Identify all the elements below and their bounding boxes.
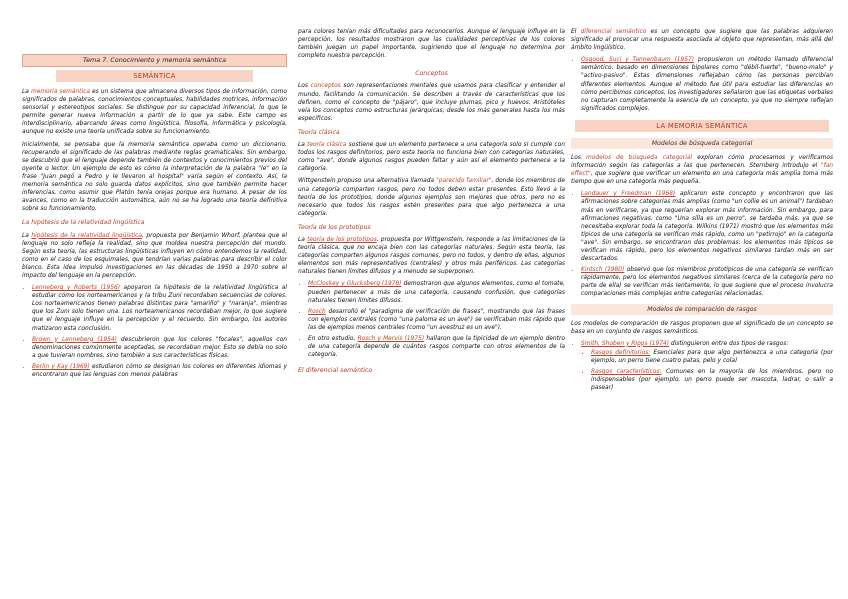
paragraph-continuation: para colores tenían más dificultades para reconocerlos. Aunque el lenguaje influye en la percepción, los resultados mostraron que las cualidades perceptivas de los colores también juegan un papel importante, sugiriendo que el lenguaje no determina por completo nuestra percepción.: [298, 29, 565, 60]
list-item: • McCloskey y Glucksberg (1978) demostraron que algunos elementos, como el tomate, pueden pertenecer a más de una categoría, causando confusión, que categorías naturales tienen límites difusos.: [308, 280, 565, 304]
list-item: • Rosch desarrolló el "paradigma de verificación de frases", mostrando que las frases con ejemplos centrales (como "una paloma es un ave") se verificaban más rápido que las de ejemplos menos centrales (como "un avestruz es un ave").: [308, 308, 565, 332]
paragraph-rasgos: Los modelos de comparación de rasgos proponen que el significado de un concepto se basa en un conjunto de rasgos semánticos.: [571, 320, 833, 335]
bullet-list-osgood: [571, 56, 833, 113]
subheading-relatividad: La hipótesis de la relatividad lingüística: [22, 219, 145, 227]
paragraph-busqueda: Los modelos de búsqueda categorial exploran cómo procesamos y verificamos información según las categorías a las que pertenecen. Sternberg introdujo el "fan effect", que sugiere que verificar un elemento en una categoría más amplia toma más tiempo que en una categoría más pequeña.: [571, 154, 834, 186]
section-badge-memoria-semantica: LA MEMORIA SEMÁNTICA: [575, 120, 829, 132]
list-item: • Berlin y Kay (1969) estudiaron cómo se designan los colores en diferentes idiomas y encontraron que las lenguas con menos palabras: [32, 363, 287, 379]
paragraph-diferencial: El diferencial semántico es un concepto que sugiere que las palabras adquieren significado al provocar una respuesta asociada al objeto que representan, más allá del ámbito lingüístico.: [571, 29, 833, 52]
paragraph-relatividad: La hipótesis de la relatividad lingüística, propuesta por Benjamin Whorf, plantea que el lenguaje no solo refleja la realidad, sino que moldea nuestra percepción del mundo. Según esta teoría, las estructuras lingüísticas influyen en cómo entendemos la realidad, como en el caso de los esquimales, que tendrían varias palabras para describir el color blanco. Esta idea impulsó investigaciones en las décadas de 1950 a 1970 sobre el impacto del lenguaje en la percepción.: [22, 232, 287, 279]
subheading-teoria-clasica: Teoría clásica: [298, 128, 340, 136]
list-item: • En otro estudio, Rosch y Mervis (1975) hallaron que la tipicidad de un ejemplo dentro de una categoría depende de cuántos rasgos comparte con otros elementos de la categoría.: [308, 335, 565, 359]
subheading-prototipos: Teoría de los prototipos: [298, 223, 371, 231]
list-item: • Brown y Lenneberg (1954) descubrieron que los colores "focales", aquellos con denominaciones comúnmente aceptadas, se recordaban mejor. Esto se debía no solo a que tuvieran nombres, sino también a sus características físicas.: [32, 336, 287, 360]
document-title: Tema 7. Conocimiento y memoria semántica: [22, 54, 287, 67]
paragraph-memoria-semantica: La memoria semántica es un sistema que almacena diversos tipos de información, como significados de palabras, conocimientos conceptuales, habilidades motrices, información sensorial y estereotipos sociales. Se distingue por su capacidad inferencial, lo que le permite generar nueva información a partir de lo que ya sabe. Este campo es interdisciplinario, abarcando áreas como lingüística, filosofía, informática y psicología, aunque no existe una teoría unificada sobre su funcionamiento.: [22, 89, 287, 136]
bullet-list-prototipos: [298, 280, 565, 359]
list-item: • Landauer y Freedman (1968) aplicaron este concepto y encontraron que las afirmaciones sobre categorías más amplias (como "un collie es un animal") tardaban más en verificarse, ya que requerían explorar más información. Sin embargo, para afirmaciones negativas, como "Una silla es un perro", se tardaba más, ya que se necesitaba explorar toda la categoría. Wilkins (1971) mostró que los elementos más típicos de una categoría se verifican más rápido, como un "petirrojo" en la categoría "ave". Sin embargo, se encontraron dos problemas: los elementos más típicos se verifican más rápido, pero los elementos negativos similares tardan más en ser descartados.: [581, 190, 833, 263]
column-1: [22, 0, 287, 383]
paragraph-wittgenstein: Wittgenstein propuso una alternativa llamada "parecido familiar", donde los miembros de una categoría comparten rasgos, pero no todos deben estar presentes. Esto llevó a la teoría de los prototipos, donde algunos ejemplos son mejores que otros, pero no es necesario que todos los rasgos estén presentes para que algo pertenezca a una categoría.: [298, 178, 565, 217]
paragraph-teoria-clasica: La teoría clásica sostiene que un elemento pertenece a una categoría solo si cumple con todos los rasgos definitorios, pero esta teoría no funciona bien con categorías naturales, como "ave", donde algunos rasgos pueden faltar y aún así el elemento pertenece a la categoría.: [298, 142, 566, 173]
paragraph-diccionario: Inicialmente, se pensaba que la memoria semántica operaba como un diccionario, recuperando el significado de las palabras mediante reglas gramaticales. Sin embargo, se descubrió que el lenguaje depende también de contextos y conocimientos previos del oyente o lector. Un ejemplo de esto es cómo la interpretación de la palabra "le" en la frase "Juan pegó a Pedro y le llevaron al hospital" varía según el contexto. Así, la memoria semántica no solo guarda datos explícitos, sino que también permite hacer inferencias, como asumir que Platón tenía orejas porque era humano. A pesar de los avances, como en la traducción automática, aún no se ha logrado una teoría definitiva sobre su funcionamiento.: [22, 141, 287, 213]
bullet-list-colores: [22, 284, 287, 379]
subheading-diferencial: El diferencial semántico: [298, 367, 373, 375]
list-item: • Smith, Shoben y Ripps (1974) distinguieron entre dos tipos de rasgos: ▪ Rasgos definitorios: Esenciales para que algo pertenezca a una categoría (por ejemplo, un perro tiene cuatro patas, pelo y cola) ▪ Rasgos característicos: Comunes en la mayoría de los miembros, pero no indispensables (por ejemplo, un perro puede ser mascota, ladrar, o salir a pasear): [581, 340, 833, 393]
bullet-list-rasgos: [571, 340, 833, 393]
paragraph-prototipos: La teoría de los prototipos, propuesta por Wittgenstein, responde a las limitaciones de la teoría clásica, que no encaja bien con las categorías naturales. Según esta teoría, las categorías comparten algunos rasgos comunes, pero no todos, y dentro de ellas, algunos elementos son más representativos (centrales) y otros más periféricos. Las categorías naturales tienen límites difusos y a menudo se superponen.: [298, 236, 565, 276]
bullet-list-busqueda: [571, 190, 833, 298]
term-highlight: hipótesis de la relatividad lingüística: [31, 232, 142, 239]
band-busqueda-categorial: Modelos de búsqueda categorial: [571, 138, 833, 149]
list-item: • Kintsch (1980) observó que los miembros prototípicos de una categoría se verifican rápidamente, pero los elementos negativos similares (cerca de la categoría pero no parte de ella) se verifican más lentamente, lo que sugiere que el proceso involucra comparaciones más complejas entre categorías relacionadas.: [581, 266, 833, 298]
list-item: ▪ Rasgos característicos: Comunes en la mayoría de los miembros, pero no indispensables (por ejemplo, un perro puede ser mascota, ladrar, o salir a pasear): [591, 368, 833, 392]
term-highlight: memoria semántica: [30, 89, 90, 95]
section-badge-semantica: SEMÁNTICA: [56, 70, 253, 82]
heading-conceptos: Conceptos: [415, 70, 448, 78]
band-comparacion-rasgos: Modelos de comparación de rasgos: [571, 304, 833, 315]
paragraph-conceptos: Los conceptos son representaciones mentales que usamos para clasificar y entender el mundo, facilitando la comunicación. Se describen a través de características que los definen, como el concepto de "pájaro", que incluye plumas, pico y huevos. Aristóteles veía los conceptos como estructuras jerárquicas, desde los más generales hasta los más específicos.: [298, 83, 566, 122]
nested-list: [581, 349, 833, 392]
list-item: ▪ Rasgos definitorios: Esenciales para que algo pertenezca a una categoría (por ejemplo, un perro tiene cuatro patas, pelo y cola): [591, 349, 833, 365]
list-item: • Osgood, Suci y Tannenbaum (1957) propusieron un método llamado diferencial semántico, basado en dimensiones bipolares como "débil-fuerte", "bueno-malo" y "activo-pasivo". Estas dimensiones reflejaban cómo las personas percibían diferentes elementos. Aunque el método fue útil para estudiar las diferencias en cómo percibimos conceptos, los investigadores señalaron que las etiquetas verbales no capturan completamente la esencia de un concepto, ya que no siempre reflejan significados complejos.: [581, 56, 833, 113]
column-2: [298, 0, 565, 379]
list-item: • Lenneberg y Roberts (1956) apoyaron la hipótesis de la relatividad lingüística al estudiar cómo los norteamericanos y la tribu Zuni recordaban secuencias de colores. Los norteamericanos tienen palabras distintas para "amarillo" y "naranja", mientras que los Zuni solo tienen una. Los norteamericanos recordaban mejor, lo que sugiere que el lenguaje influye en la percepción y el recuerdo. Sin embargo, los autores matizaron esta conclusión.: [32, 284, 287, 333]
column-3: [571, 0, 833, 396]
